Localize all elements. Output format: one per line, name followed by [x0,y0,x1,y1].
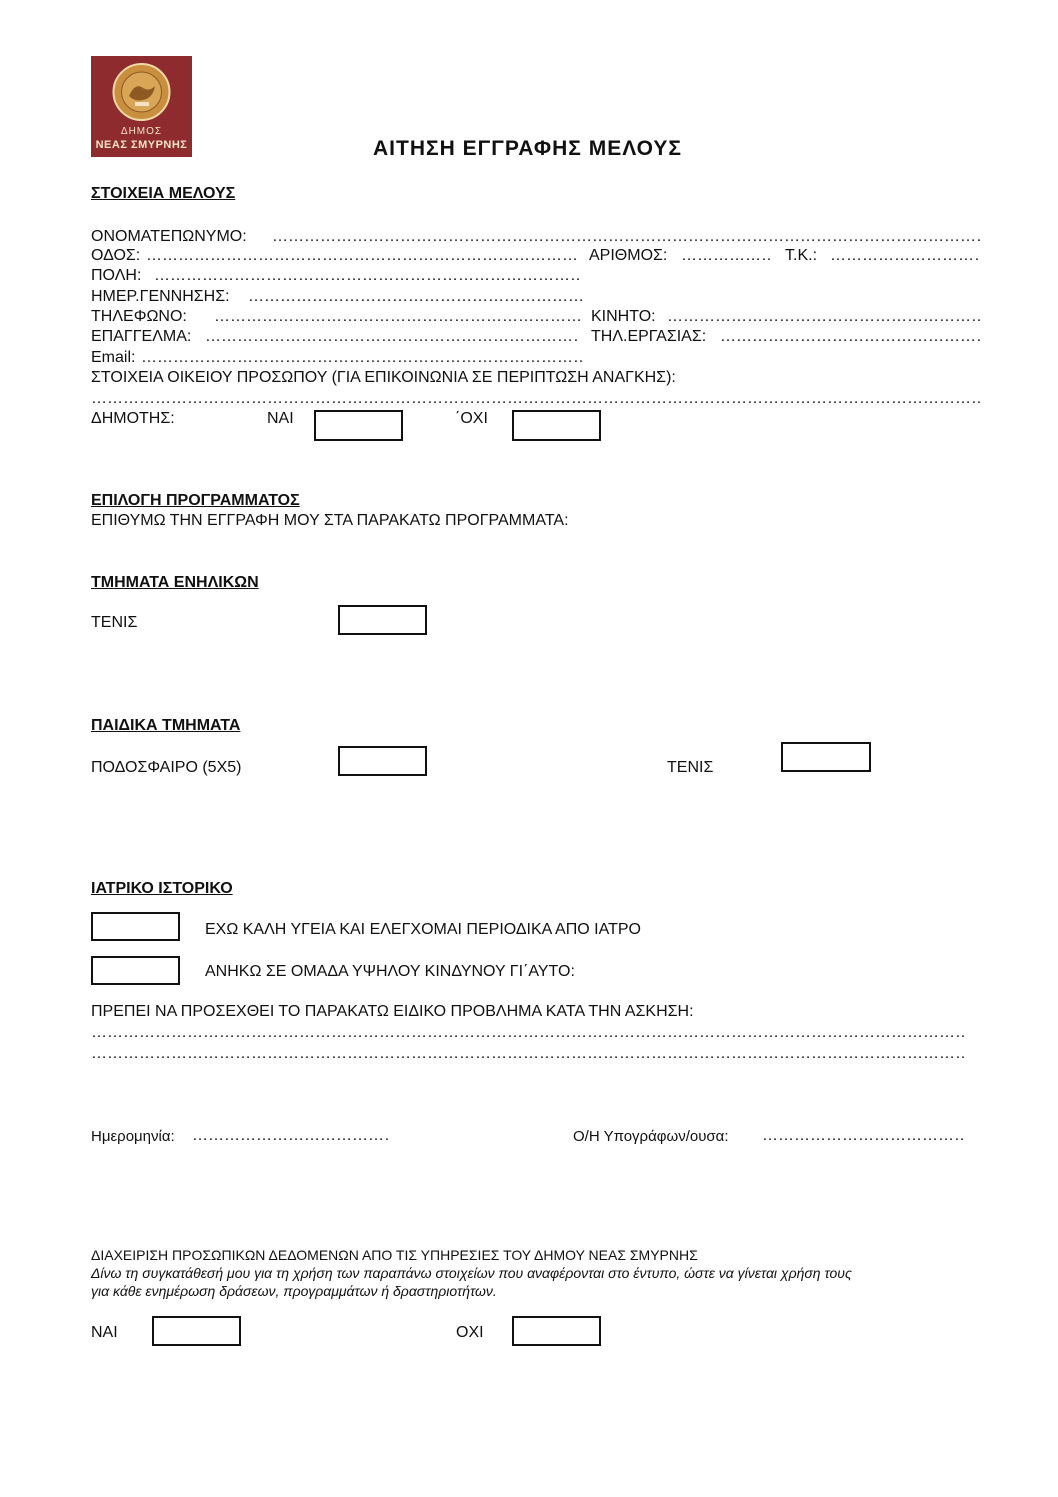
logo-line-2: ΝΕΑΣ ΣΜΥΡΝΗΣ [95,139,188,151]
citizen-label: ΔΗΜΟΤΗΣ: [91,410,175,427]
citizen-yes-checkbox[interactable] [314,410,403,441]
special-problem-field-2[interactable] [91,1044,967,1064]
phone-field[interactable] [214,307,580,327]
citizen-yes-label: ΝΑΙ [267,410,294,427]
phone-label: ΤΗΛΕΦΩΝΟ: [91,308,187,325]
good-health-label: ΕΧΩ ΚΑΛΗ ΥΓΕΙΑ ΚΑΙ ΕΛΕΓΧΟΜΑΙ ΠΕΡΙΟΔΙΚΑ ΑΠΟ ΙΑΤΡΟ [205,921,641,938]
number-field[interactable] [681,246,773,266]
citizen-no-label: ΄ΟΧΙ [455,410,488,427]
mobile-label: ΚΙΝΗΤΟ: [591,308,656,325]
medical-heading: ΙΑΤΡΙΚΟ ΙΣΤΟΡΙΚΟ [91,880,233,897]
street-label: ΟΔΟΣ: [91,247,141,264]
birth-date-field[interactable] [248,287,582,307]
relative-field[interactable] [91,389,980,409]
kids-heading: ΠΑΙΔΙΚΑ ΤΜΗΜΑΤΑ [91,717,241,734]
work-phone-field[interactable] [720,327,980,347]
number-label: ΑΡΙΘΜΟΣ: [589,247,668,264]
signer-field[interactable] [762,1126,966,1146]
kids-football-label: ΠΟΔΟΣΦΑΙΡΟ (5Χ5) [91,759,242,776]
postal-field[interactable] [830,246,980,266]
postal-label: Τ.Κ.: [785,247,818,264]
municipality-logo [91,56,192,157]
gdpr-no-checkbox[interactable] [512,1316,601,1346]
email-field[interactable] [141,348,582,368]
mobile-field[interactable] [667,307,980,327]
gdpr-heading: ΔΙΑΧΕΙΡΙΣΗ ΠΡΟΣΩΠΙΚΩΝ ΔΕΔΟΜΕΝΩΝ ΑΠΟ ΤΙΣ ΥΠΗΡΕΣΙΕΣ ΤΟΥ ΔΗΜΟΥ ΝΕΑΣ ΣΜΥΡΝΗΣ [91,1247,698,1263]
city-label: ΠΟΛΗ: [91,267,142,284]
gdpr-yes-label: ΝΑΙ [91,1324,118,1341]
date-label: Ημερομηνία: [91,1128,175,1145]
gdpr-consent-line-2: για κάθε ενημέρωση δράσεων, προγραμμάτων ή δραστηριοτήτων. [91,1283,497,1299]
email-label: Email: [91,349,136,366]
member-heading: ΣΤΟΙΧΕΙΑ ΜΕΛΟΥΣ [91,185,236,202]
city-field[interactable] [154,266,580,286]
gdpr-no-label: ΟΧΙ [456,1324,484,1341]
gdpr-consent-line-1: Δίνω τη συγκατάθεσή μου για τη χρήση των παραπάνω στοιχείων που αναφέρονται στο έντυπο, ώστε να γίνεται χρήση τους [91,1265,852,1281]
kids-tennis-label: ΤΕΝΙΣ [667,759,714,776]
street-field[interactable] [146,246,578,266]
full-name-field[interactable] [272,227,980,247]
citizen-no-checkbox[interactable] [512,410,601,441]
profession-field[interactable] [205,327,580,347]
birth-date-label: ΗΜΕΡ.ΓΕΝΝΗΣΗΣ: [91,288,230,305]
full-name-label: ΟΝΟΜΑΤΕΠΩΝΥΜΟ: [91,228,247,245]
high-risk-label: ΑΝΗΚΩ ΣΕ ΟΜΑΔΑ ΥΨΗΛΟΥ ΚΙΝΔΥΝΟΥ ΓΙ΄ΑΥΤΟ: [205,963,575,980]
good-health-checkbox[interactable] [91,912,180,941]
kids-tennis-checkbox[interactable] [781,742,871,772]
adults-tennis-checkbox[interactable] [338,605,427,635]
program-heading: ΕΠΙΛΟΓΗ ΠΡΟΓΡΑΜΜΑΤΟΣ [91,492,300,509]
gdpr-yes-checkbox[interactable] [152,1316,241,1346]
adults-heading: ΤΜΗΜΑΤΑ ΕΝΗΛΙΚΩΝ [91,574,259,591]
adults-tennis-label: ΤΕΝΙΣ [91,614,138,631]
program-intro: ΕΠΙΘΥΜΩ ΤΗΝ ΕΓΓΡΑΦΗ ΜΟΥ ΣΤΑ ΠΑΡΑΚΑΤΩ ΠΡΟΓΡΑΜΜΑΤΑ: [91,512,569,529]
date-field[interactable] [192,1126,390,1146]
kids-football-checkbox[interactable] [338,746,427,776]
work-phone-label: ΤΗΛ.ΕΡΓΑΣΙΑΣ: [591,328,707,345]
special-problem-field-1[interactable] [91,1023,967,1043]
high-risk-checkbox[interactable] [91,956,180,985]
profession-label: ΕΠΑΓΓΕΛΜΑ: [91,328,192,345]
relative-label: ΣΤΟΙΧΕΙΑ ΟΙΚΕΙΟΥ ΠΡΟΣΩΠΟΥ (ΓΙΑ ΕΠΙΚΟΙΝΩΝΙΑ ΣΕ ΠΕΡΙΠΤΩΣΗ ΑΝΑΓΚΗΣ): [91,369,676,386]
special-problem-label: ΠΡΕΠΕΙ ΝΑ ΠΡΟΣΕΧΘΕΙ ΤΟ ΠΑΡΑΚΑΤΩ ΕΙΔΙΚΟ ΠΡΟΒΛΗΜΑ ΚΑΤΑ ΤΗΝ ΑΣΚΗΣΗ: [91,1003,694,1020]
logo-line-1: ΔΗΜΟΣ [120,126,163,137]
signer-label: Ο/Η Υπογράφων/ουσα: [573,1128,729,1145]
page-title: ΑΙΤΗΣΗ ΕΓΓΡΑΦΗΣ ΜΕΛΟΥΣ [373,137,683,160]
